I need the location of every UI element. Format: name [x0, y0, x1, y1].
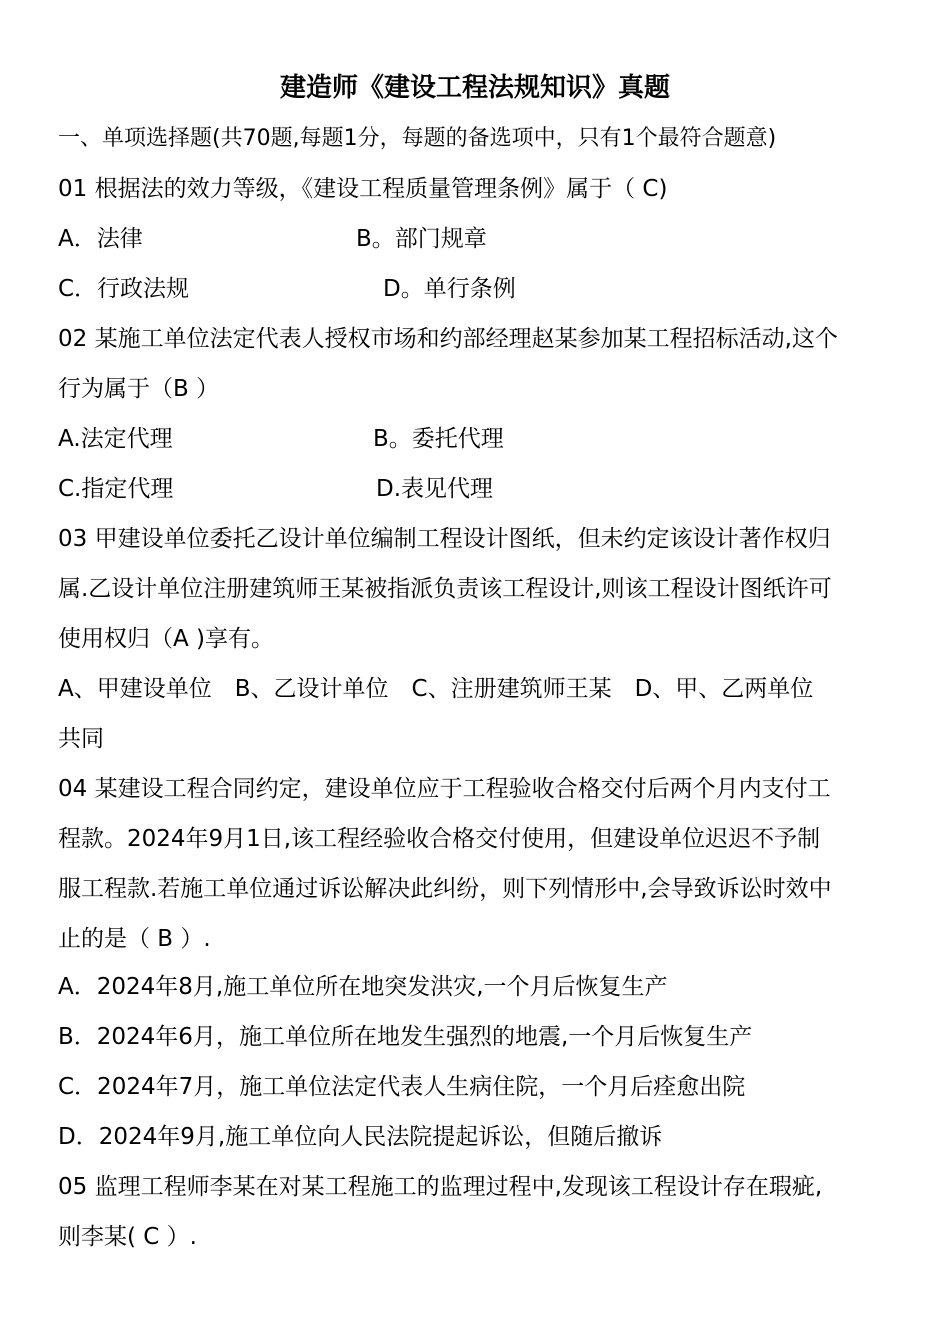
question-03-stem-line-1: 03 甲建设单位委托乙设计单位编制工程设计图纸，但未约定该设计著作权归 — [58, 526, 831, 552]
question-02-stem-line-1: 02 某施工单位法定代表人授权市场和约部经理赵某参加某工程招标活动,这个 — [58, 326, 838, 352]
question-01-option-d: D。单行条例 — [383, 276, 516, 302]
question-04-option-b: B．2024年6月，施工单位所在地发生强烈的地震,一个月后恢复生产 — [58, 1024, 753, 1050]
question-04-stem-line-3: 服工程款.若施工单位通过诉讼解决此纠纷，则下列情形中,会导致诉讼时效中 — [58, 876, 832, 902]
question-04-stem-line-2: 程款。2024年9月1日,该工程经验收合格交付使用，但建设单位迟迟不予制 — [58, 826, 821, 852]
question-05-stem-line-2: 则李某( C ）. — [58, 1224, 197, 1250]
question-02-option-a: A.法定代理 — [58, 426, 173, 452]
question-03-options: A、甲建设单位 B、乙设计单位 C、注册建筑师王某 D、甲、乙两单位 — [58, 676, 814, 702]
question-01-stem: 01 根据法的效力等级，《建设工程质量管理条例》属于（ C) — [58, 176, 668, 202]
question-01-option-c: C．行政法规 — [58, 276, 190, 302]
question-01-option-b: B。部门规章 — [356, 226, 487, 252]
document-title: 建造师《建设工程法规知识》真题 — [279, 73, 670, 103]
question-02-option-d: D.表见代理 — [376, 476, 494, 502]
question-04-stem-line-4: 止的是（ B ）. — [58, 926, 211, 952]
question-02-option-b: B。委托代理 — [373, 426, 504, 452]
question-02-stem-line-2: 行为属于（B ） — [58, 376, 220, 402]
question-04-option-c: C．2024年7月，施工单位法定代表人生病住院，一个月后痊愈出院 — [58, 1074, 746, 1100]
question-04-option-a: A．2024年8月,施工单位所在地突发洪灾,一个月后恢复生产 — [58, 974, 668, 1000]
question-03-options-continued: 共同 — [58, 726, 104, 752]
question-03-stem-line-3: 使用权归（A )享有。 — [58, 626, 275, 652]
question-01-option-a: A．法律 — [58, 226, 143, 252]
question-04-option-d: D．2024年9月,施工单位向人民法院提起诉讼，但随后撤诉 — [58, 1124, 663, 1150]
question-05-stem-line-1: 05 监理工程师李某在对某工程施工的监理过程中,发现该工程设计存在瑕疵, — [58, 1174, 823, 1200]
question-04-stem-line-1: 04 某建设工程合同约定，建设单位应于工程验收合格交付后两个月内支付工 — [58, 776, 831, 802]
question-03-stem-line-2: 属.乙设计单位注册建筑师王某被指派负责该工程设计,则该工程设计图纸许可 — [58, 576, 832, 602]
section-header: 一、单项选择题(共70题,每题1分，每题的备选项中，只有1个最符合题意) — [58, 126, 777, 151]
question-02-option-c: C.指定代理 — [58, 476, 174, 502]
